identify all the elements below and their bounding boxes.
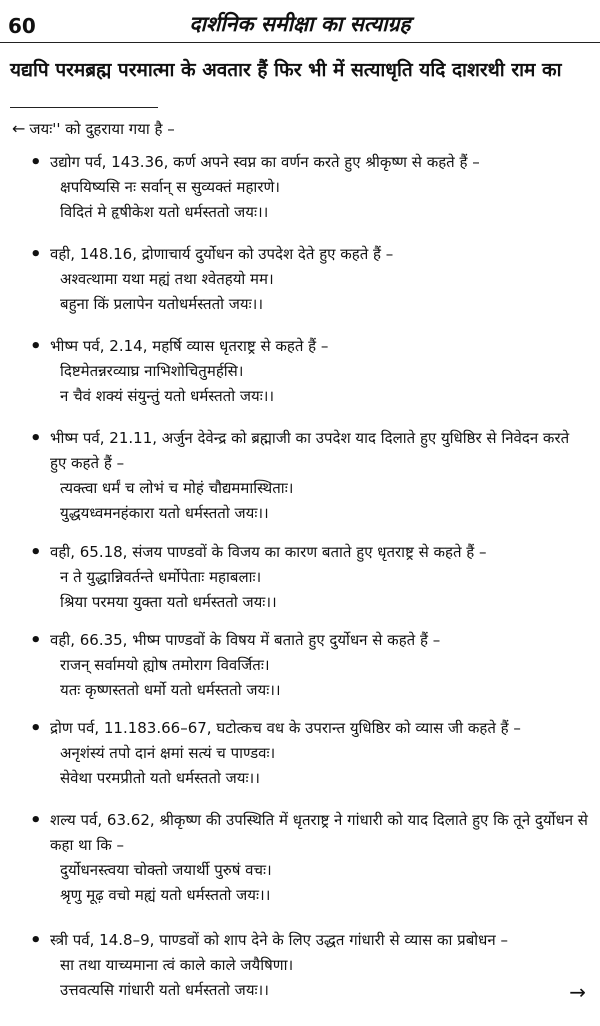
bullet-icon: • [30, 810, 42, 831]
verse-line: न ते युद्धान्निवर्तन्ते धर्मोपेताः महाबलाः। [60, 568, 262, 586]
verse-line: दुर्योधनस्त्वया चोक्तो जयार्थी पुरुषं वचः। [60, 861, 272, 879]
footnote-divider [10, 107, 158, 108]
page-header [0, 6, 600, 43]
verse-line: राजन् सर्वामयो ह्योष तमोराग विवर्जितः। [60, 656, 270, 674]
bullet-icon: • [30, 718, 42, 739]
entry-reference: स्त्री पर्व, 14.8–9, पाण्डवों को शाप देने के लिए उद्धत गांधारी से व्यास का प्रबोधन – [50, 931, 508, 949]
footnote-intro-text: जयः'' को दुहराया गया है – [29, 120, 175, 138]
bullet-icon: • [30, 152, 42, 173]
verse-line: यतः कृष्णस्ततो धर्मो यतो धर्मस्ततो जयः।। [60, 681, 281, 699]
entry-reference: वही, 65.18, संजय पाण्डवों के विजय का कारण बताते हुए धृतराष्ट्र से कहते हैं – [50, 543, 487, 561]
bullet-icon: • [30, 542, 42, 563]
entry-reference: वही, 66.35, भीष्म पाण्डवों के विषय में बताते हुए दुर्योधन से कहते हैं – [50, 631, 441, 649]
entry-reference: उद्योग पर्व, 143.36, कर्ण अपने स्वप्न का वर्णन करते हुए श्रीकृष्ण से कहते हैं – [50, 153, 480, 171]
entry-reference: भीष्म पर्व, 2.14, महर्षि व्यास धृतराष्ट्र से कहते हैं – [50, 337, 329, 355]
verse-line: अनृशंस्यं तपो दानं क्षमां सत्यं च पाण्डवः। [60, 744, 276, 762]
verse-line: युद्धयध्वमनहंकारा यतो धर्मस्ततो जयः।। [60, 504, 269, 522]
verse-line: त्यक्त्वा धर्मं च लोभं च मोहं चौद्यममास्थिताः। [60, 479, 294, 497]
verse-entry [30, 242, 590, 317]
footnote-intro [12, 119, 175, 139]
page-number: 60 [8, 14, 36, 38]
verse-line: क्षपयिष्यसि नः सर्वान् स सुव्यक्तं महारणे। [60, 178, 280, 196]
verse-entry [30, 426, 590, 526]
verse-line: सेवेथा परमप्रीतो यतो धर्मस्ततो जयः।। [60, 769, 260, 787]
entry-reference: द्रोण पर्व, 11.183.66–67, घटोत्कच वध के उपरान्त युधिष्ठिर को व्यास जी कहते हैं – [50, 719, 521, 737]
verse-line: न चैवं शक्यं संयुन्तुं यतो धर्मस्ततो जयः।। [60, 387, 275, 405]
entry-reference: शल्य पर्व, 63.62, श्रीकृष्ण की उपस्थिति में धृतराष्ट्र ने गांधारी को याद दिलाते हुए कि तूने दुर्योधन से कहा था कि – [50, 811, 588, 854]
entry-reference: भीष्म पर्व, 21.11, अर्जुन देवेन्द्र को ब्रह्माजी का उपदेश याद दिलाते हुए युधिष्ठिर से निवेदन करते हुए कहते हैं – [50, 429, 570, 472]
verse-entry [30, 628, 590, 703]
verse-entry [30, 334, 590, 409]
verse-line: श्रृणु मूढ़ वचो मह्यं यतो धर्मस्ततो जयः।। [60, 886, 271, 904]
verse-line: बहुना किं प्रलापेन यतोधर्मस्ततो जयः।। [60, 295, 264, 313]
running-title: दार्शनिक समीक्षा का सत्याग्रह [189, 11, 411, 36]
verse-line: उत्तवत्यसि गांधारी यतो धर्मस्ततो जयः।। [60, 981, 269, 999]
verse-line: श्रिया परमया युक्ता यतो धर्मस्ततो जयः।। [60, 593, 277, 611]
bullet-icon: • [30, 428, 42, 449]
verse-entry [30, 540, 590, 615]
bullet-icon: • [30, 930, 42, 951]
bullet-icon: • [30, 336, 42, 357]
verse-line: अश्वत्थामा यथा मह्यं तथा श्वेतहयो मम। [60, 270, 274, 288]
verse-entry [30, 928, 590, 1003]
verse-line: दिष्टमेतन्नरव्याघ्र नाभिशोचितुमर्हसि। [60, 362, 244, 380]
continue-arrow-icon: → [569, 980, 586, 1004]
verse-entry [30, 808, 590, 908]
lead-text: यद्यपि परमब्रह्म परमात्मा के अवतार हैं फिर भी में सत्याधृति यदि दाशरथी राम का [10, 59, 562, 81]
verse-line: सा तथा याच्यमाना त्वं काले काले जयैषिणा। [60, 956, 294, 974]
entry-reference: वही, 148.16, द्रोणाचार्य दुर्योधन को उपदेश देते हुए कहते हैं – [50, 245, 394, 263]
verse-entry [30, 716, 590, 791]
verse-line: विदितं मे हृषीकेश यतो धर्मस्ततो जयः।। [60, 203, 269, 221]
bullet-icon: • [30, 630, 42, 651]
arrow-left-icon: ← [12, 119, 26, 138]
verse-entry [30, 150, 590, 225]
bullet-icon: • [30, 244, 42, 265]
